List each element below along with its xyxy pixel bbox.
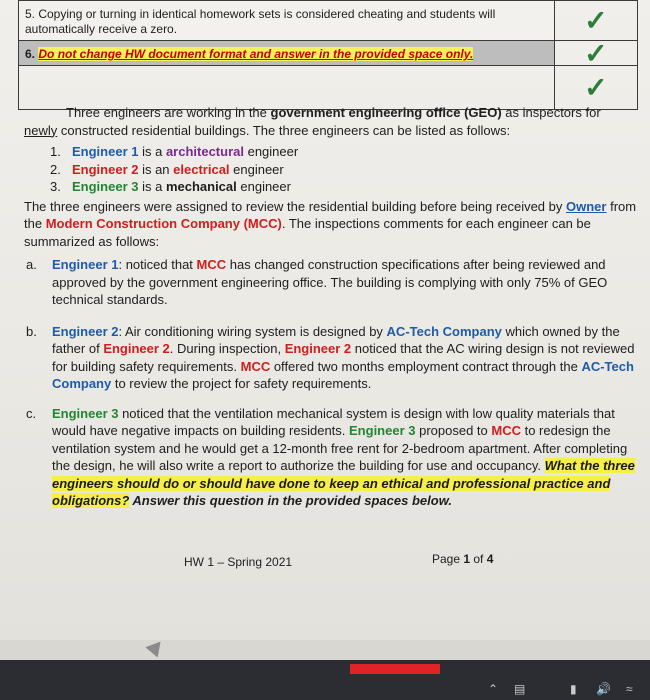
homework-question: Three engineers are working in the government engineering office (GEO) as inspectors for newly constructed residential buildings. The three engineers can be listed as follows: 1. Engineer 1 is a architectural engineer 2. Engineer 2 is an electrical engineer 3. Engineer 3 is a mechanical engineer The three engineers were assigned to review the residential building before being received by Owner from the Modern Construction Company (MCC). The inspections comments for each engineer can be summarized as follows: a. Engineer 1: noticed that MCC has changed construction specifications after being reviewed and approved by the government engineering office. The building is complying with only 75% of GEO technical standards. b. Engineer 2: Air conditioning wiring system is designed by AC-Tech Company which owned by the father of Engineer 2. During inspection, Engineer 2 noticed that the AC wiring design is not reviewed for building safety requirements. MCC offered two months employment contract through the AC-Tech Company to review the project for safety requirements. c. Engineer 3 noticed that the ventilation mechanical system is design with low quality materials that would have negative impacts on building residents. Engineer 3 proposed to MCC to redesign the ventilation system and he would get a 12-month free rent for 2-bedroom apartment. After completing the design, he will also write a report to authorize the building for use and occupancy. What the three engineers should do or should have done to keep an ethical and professional practice and obligations? Answer this question in the provided spaces below. (24, 105, 637, 508)
check-icon: ✓ (554, 41, 637, 66)
intro-paragraph: Three engineers are working in the government engineering office (GEO) as inspectors for (66, 105, 601, 120)
rule-6-number: 6. (25, 47, 36, 61)
rules-checklist (18, 0, 638, 110)
taskbar-app-button[interactable] (350, 664, 440, 674)
network-icon[interactable]: ▤ (514, 682, 526, 696)
ethics-question: What the three engineers should do or should have done to keep an ethical and professional practice and obligations? (52, 458, 635, 508)
list-item: 3. Engineer 3 is a mechanical engineer (50, 179, 291, 194)
check-icon: ✓ (554, 1, 637, 41)
assignment-paragraph: The three engineers were assigned to review the residential building before being received by Owner from the Modern Construction Company (MCC). The inspections comments for each engineer can be summarized as follows: (24, 198, 637, 249)
wifi-icon[interactable]: ≈ (626, 682, 633, 696)
rule-row-6 (19, 41, 638, 66)
list-item: 1. Engineer 1 is a architectural engineer (50, 144, 299, 159)
inspection-comment-a: a. Engineer 1: noticed that MCC has changed construction specifications after being reviewed and approved by the government engineering office. The building is complying with only 75% of GEO technical standards. (26, 257, 608, 307)
battery-icon[interactable]: ▮ (570, 682, 577, 696)
geo-term: government engineering office (GEO) (270, 105, 502, 120)
course-label: HW 1 – Spring 2021 (184, 555, 293, 569)
check-icon: ✓ (554, 66, 637, 110)
rule-5-text: 5. Copying or turning in identical homework sets is considered cheating and students will automatically receive a zero. (19, 1, 555, 41)
owner-term: Owner (566, 198, 607, 214)
speaker-icon[interactable]: 🔊 (596, 682, 611, 696)
answer-instruction: Answer this question in the provided spaces below. (129, 493, 452, 508)
rule-row-5 (19, 1, 638, 41)
engineer-list (50, 143, 638, 196)
newly-word: newly (24, 122, 58, 138)
inspection-comment-b: b. Engineer 2: Air conditioning wiring system is designed by AC-Tech Company which owned by the father of Engineer 2. During inspection, Engineer 2 noticed that the AC wiring design is not reviewed for building safety requirements. MCC offered two months employment contract through the AC-Tech Company to review the project for safety requirements. (26, 323, 635, 391)
page-number: Page 1 of 4 (432, 552, 494, 566)
list-item: 2. Engineer 2 is an electrical engineer (50, 161, 284, 177)
mcc-term: Modern Construction Company (MCC) (45, 216, 282, 231)
chevron-up-icon[interactable]: ⌃ (488, 682, 499, 696)
taskbar (0, 660, 650, 700)
rule-6-text: Do not change HW document format and answer in the provided space only. (38, 47, 474, 61)
inspection-comment-c: c. Engineer 3 noticed that the ventilation mechanical system is design with low quality materials that would have negative impacts on building residents. Engineer 3 proposed to MCC to redesign the ventilation system and he would get a 12-month free rent for 2-bedroom apartment. After completing the design, he will also write a report to authorize the building for use and occupancy. What the three engineers should do or should have done to keep an ethical and professional practice and obligations? Answer this question in the provided spaces below. (26, 405, 635, 508)
rule-row-empty (19, 66, 638, 110)
